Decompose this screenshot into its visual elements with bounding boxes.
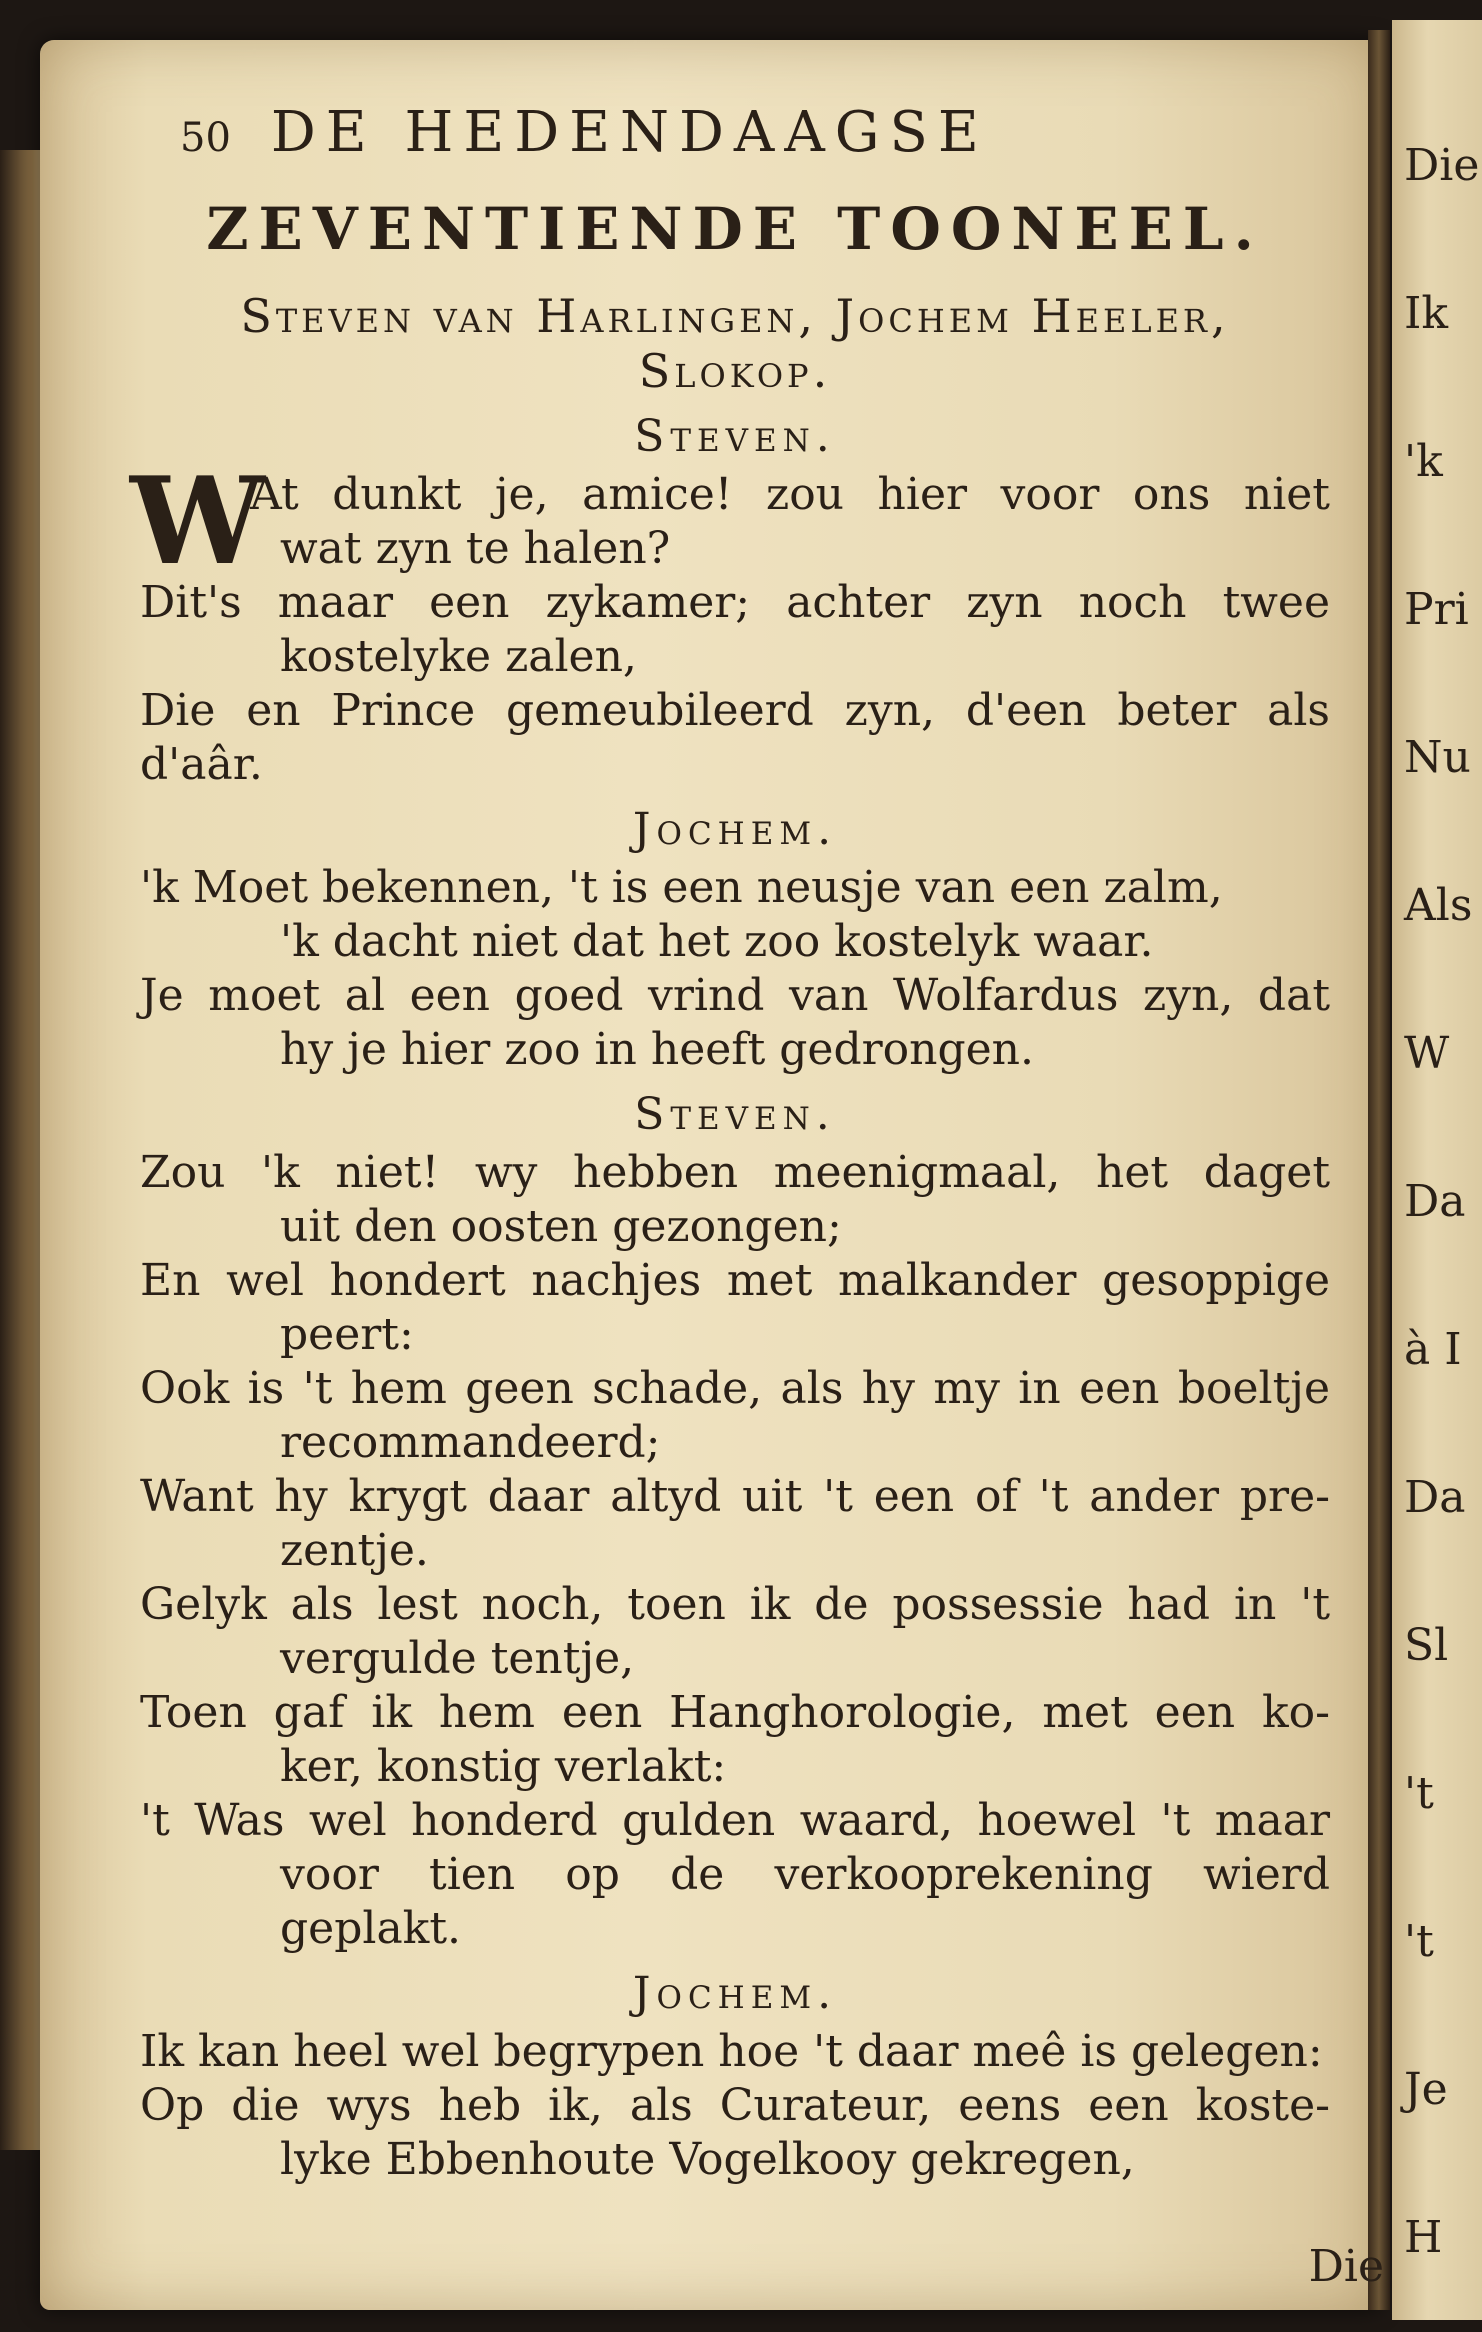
verse-continuation: uit den oosten gezongen; (280, 1201, 842, 1253)
verse-line: Ook is 't hem geen schade, als hy my in een boeltje (140, 1363, 1330, 1415)
speaker-name: Steven. (634, 411, 836, 463)
verse-continuation: zentje. (280, 1525, 429, 1577)
right-page-text-fragment: à I (1404, 1324, 1462, 1375)
right-page-text-fragment: 'k (1404, 436, 1443, 487)
verse-continuation: voor tien op de verkooprekening wierd geplakt. (280, 1849, 1330, 1955)
verse-line: Ik kan heel wel begrypen hoe 't daar meê is gelegen: (140, 2026, 1323, 2078)
right-page-fragment (1392, 20, 1482, 2320)
catchword: Die (1308, 2241, 1384, 2292)
right-page-text-fragment: 't (1404, 1916, 1434, 1967)
verse-continuation: hy je hier zoo in heeft gedrongen. (280, 1024, 1034, 1076)
dialogue-body (130, 411, 1330, 2187)
right-page-text-fragment: Sl (1404, 1620, 1449, 1671)
right-page-text-fragment: Je (1404, 2064, 1448, 2115)
right-page-text-fragment: H (1404, 2212, 1443, 2263)
verse-continuation: vergulde tentje, (280, 1633, 635, 1685)
right-page-text-fragment: Die (1404, 140, 1480, 191)
right-page-text-fragment: Nu (1404, 732, 1471, 783)
verse-continuation: kostelyke zalen, (280, 631, 637, 683)
verse-continuation: peert: (280, 1309, 414, 1361)
right-page-text-fragment: Pri (1404, 584, 1469, 635)
page-content (130, 100, 1330, 2187)
right-page-text-fragment: Da (1404, 1472, 1466, 1523)
verse-continuation: recommandeerd; (280, 1417, 661, 1469)
running-title: DE HEDENDAAGSE (270, 100, 989, 165)
book-spine (1368, 30, 1390, 2310)
verse-continuation: lyke Ebbenhoute Vogelkooy gekregen, (280, 2134, 1135, 2186)
verse-continuation: 'k dacht niet dat het zoo kostelyk waar. (280, 916, 1154, 968)
speaker-name: Steven. (634, 1089, 836, 1141)
drop-cap: W (130, 451, 265, 593)
right-page-text-fragment: Als (1404, 880, 1473, 931)
verse-line: En wel hondert nachjes met malkander gesoppige (140, 1255, 1330, 1307)
verse-line: Je moet al een goed vrind van Wolfardus zyn, dat (140, 970, 1330, 1022)
verse-continuation: wat zyn te halen? (280, 523, 671, 575)
speaker-name: Jochem. (632, 804, 838, 856)
verse-continuation: ker, konstig verlakt: (280, 1741, 727, 1793)
verse-text: At dunkt je, amice! zou hier voor ons niet (250, 469, 1330, 521)
character-list: Steven van Harlingen, Jochem Heeler, Slokop. (240, 289, 1230, 399)
verse-line: Gelyk als lest noch, toen ik de possessie had in 't (140, 1579, 1330, 1631)
verse-line: Die en Prince gemeubileerd zyn, d'een beter als d'aâr. (140, 685, 1330, 791)
verse-line: Toen gaf ik hem een Hanghorologie, met een ko- (140, 1687, 1330, 1739)
right-page-text-fragment: Da (1404, 1176, 1466, 1227)
verse-line: 't Was wel honderd gulden waard, hoewel 't maar (140, 1795, 1330, 1847)
scene-title: ZEVENTIENDE TOONEEL. (206, 195, 1264, 263)
verse-line: 'k Moet bekennen, 't is een neusje van een zalm, (140, 862, 1223, 914)
right-page-text-fragment: W (1404, 1028, 1450, 1079)
page-number: 50 (180, 115, 231, 161)
verse-line: Op die wys heb ik, als Curateur, eens een koste- (140, 2080, 1330, 2132)
verse-line: Dit's maar een zykamer; achter zyn noch twee (140, 577, 1330, 629)
verse-line: Want hy krygt daar altyd uit 't een of 't ander pre- (140, 1471, 1330, 1523)
verse-line: Zou 'k niet! wy hebben meenigmaal, het daget (140, 1147, 1330, 1199)
running-header (180, 100, 1330, 165)
right-page-text-fragment: 't (1404, 1768, 1434, 1819)
speaker-name: Jochem. (632, 1968, 838, 2020)
right-page-text-fragment: Ik (1404, 288, 1449, 339)
